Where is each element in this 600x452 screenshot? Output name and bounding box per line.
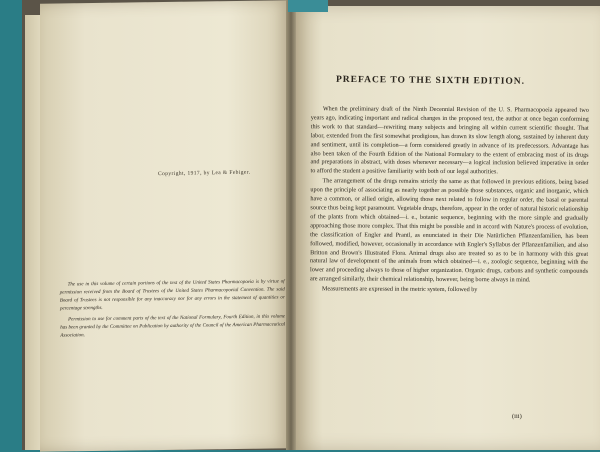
permission-note — [60, 278, 286, 343]
preface-body — [309, 105, 589, 436]
left-page — [40, 0, 290, 451]
preface-paragraph-1: When the preliminary draft of the Ninth Decennial Revision of the U. S. Pharmacopoeia appeared two years ago, indicating important and radical changes in the proposed text, the author at once began conforming this work to that standard—rewriting many subjects and bringing all within current scientific thought. That labor, extended from the first somewhat prodigious, has drawn its slow length along, sustained by inherent duty and sentiment, until its completion—a form considered greatly in advance of its predecessors. Advantage has also been taken of the Fourth Edition of the National Formulary to the extent of embracing most of its drugs and preparations in abstract, with doses whenever necessary—a logical inclusion believed imperative in order to afford the student a positive familiarity with both of our legal authorities. — [310, 105, 589, 176]
copyright-line: Copyright, 1917, by Lea & Febiger. — [157, 169, 251, 178]
background-tab — [288, 0, 328, 12]
permission-note-paragraph-1: The use in this volume of certain portions of the text of the United States Pharmacopoeia is by virtue of permission received from the Board of Trustees of the United States Pharmacopoeial Convention. The said Board of Trustees is not responsible for any inaccuracy nor for any errors in the statement of quantities or percentage strengths. — [59, 279, 285, 312]
preface-paragraph-2: The arrangement of the drugs remains strictly the same as that followed in previous editions, being based upon the principle of associating as nearly together as possible those substances, organic and inorganic, which have a common, or allied origin, allowing those next related to follow in regular order, the basal or parental source thus being kept paramount. Vegetable drugs, therefore, appear in the order of natural historic relationship of the plants from which obtained—i. e., botanic sequence, beginning with the more simple and gradually approaching those more complex. That this might be possible and in accord with Nature's process of evolution, the classification of Engler and Prantl, as enunciated in their Die Natürlichen Pflanzenfamilien, has been followed, modified, however, occasionally in accordance with Engler's Syllabus der Pflanzenfamilien, and also Britton and Brown's Illustrated Flora. Animal drugs also are treated so as to be in harmony with this great natural law of development of the animals from which obtained—i. e., zoologic sequence, beginning with the lower and proceeding always to those of higher organization. Organic drugs, carbons and synthetic compounds are arranged similarly, their chemical relationship, however, being borne always in mind. — [309, 177, 589, 284]
permission-note-paragraph-2: Permission to use for comment parts of the text of the National Formulary, Fourth Edition, in this volume has been granted by the Committee on Publication by authority of the Council of the American Pharmaceutical Association. — [60, 314, 286, 339]
preface-paragraph-3: Measurements are expressed in the metric system, followed by — [321, 285, 478, 294]
book-gutter — [286, 0, 296, 450]
page-number: (iii) — [512, 413, 522, 420]
preface-title: PREFACE TO THE SIXTH EDITION. — [335, 74, 526, 87]
